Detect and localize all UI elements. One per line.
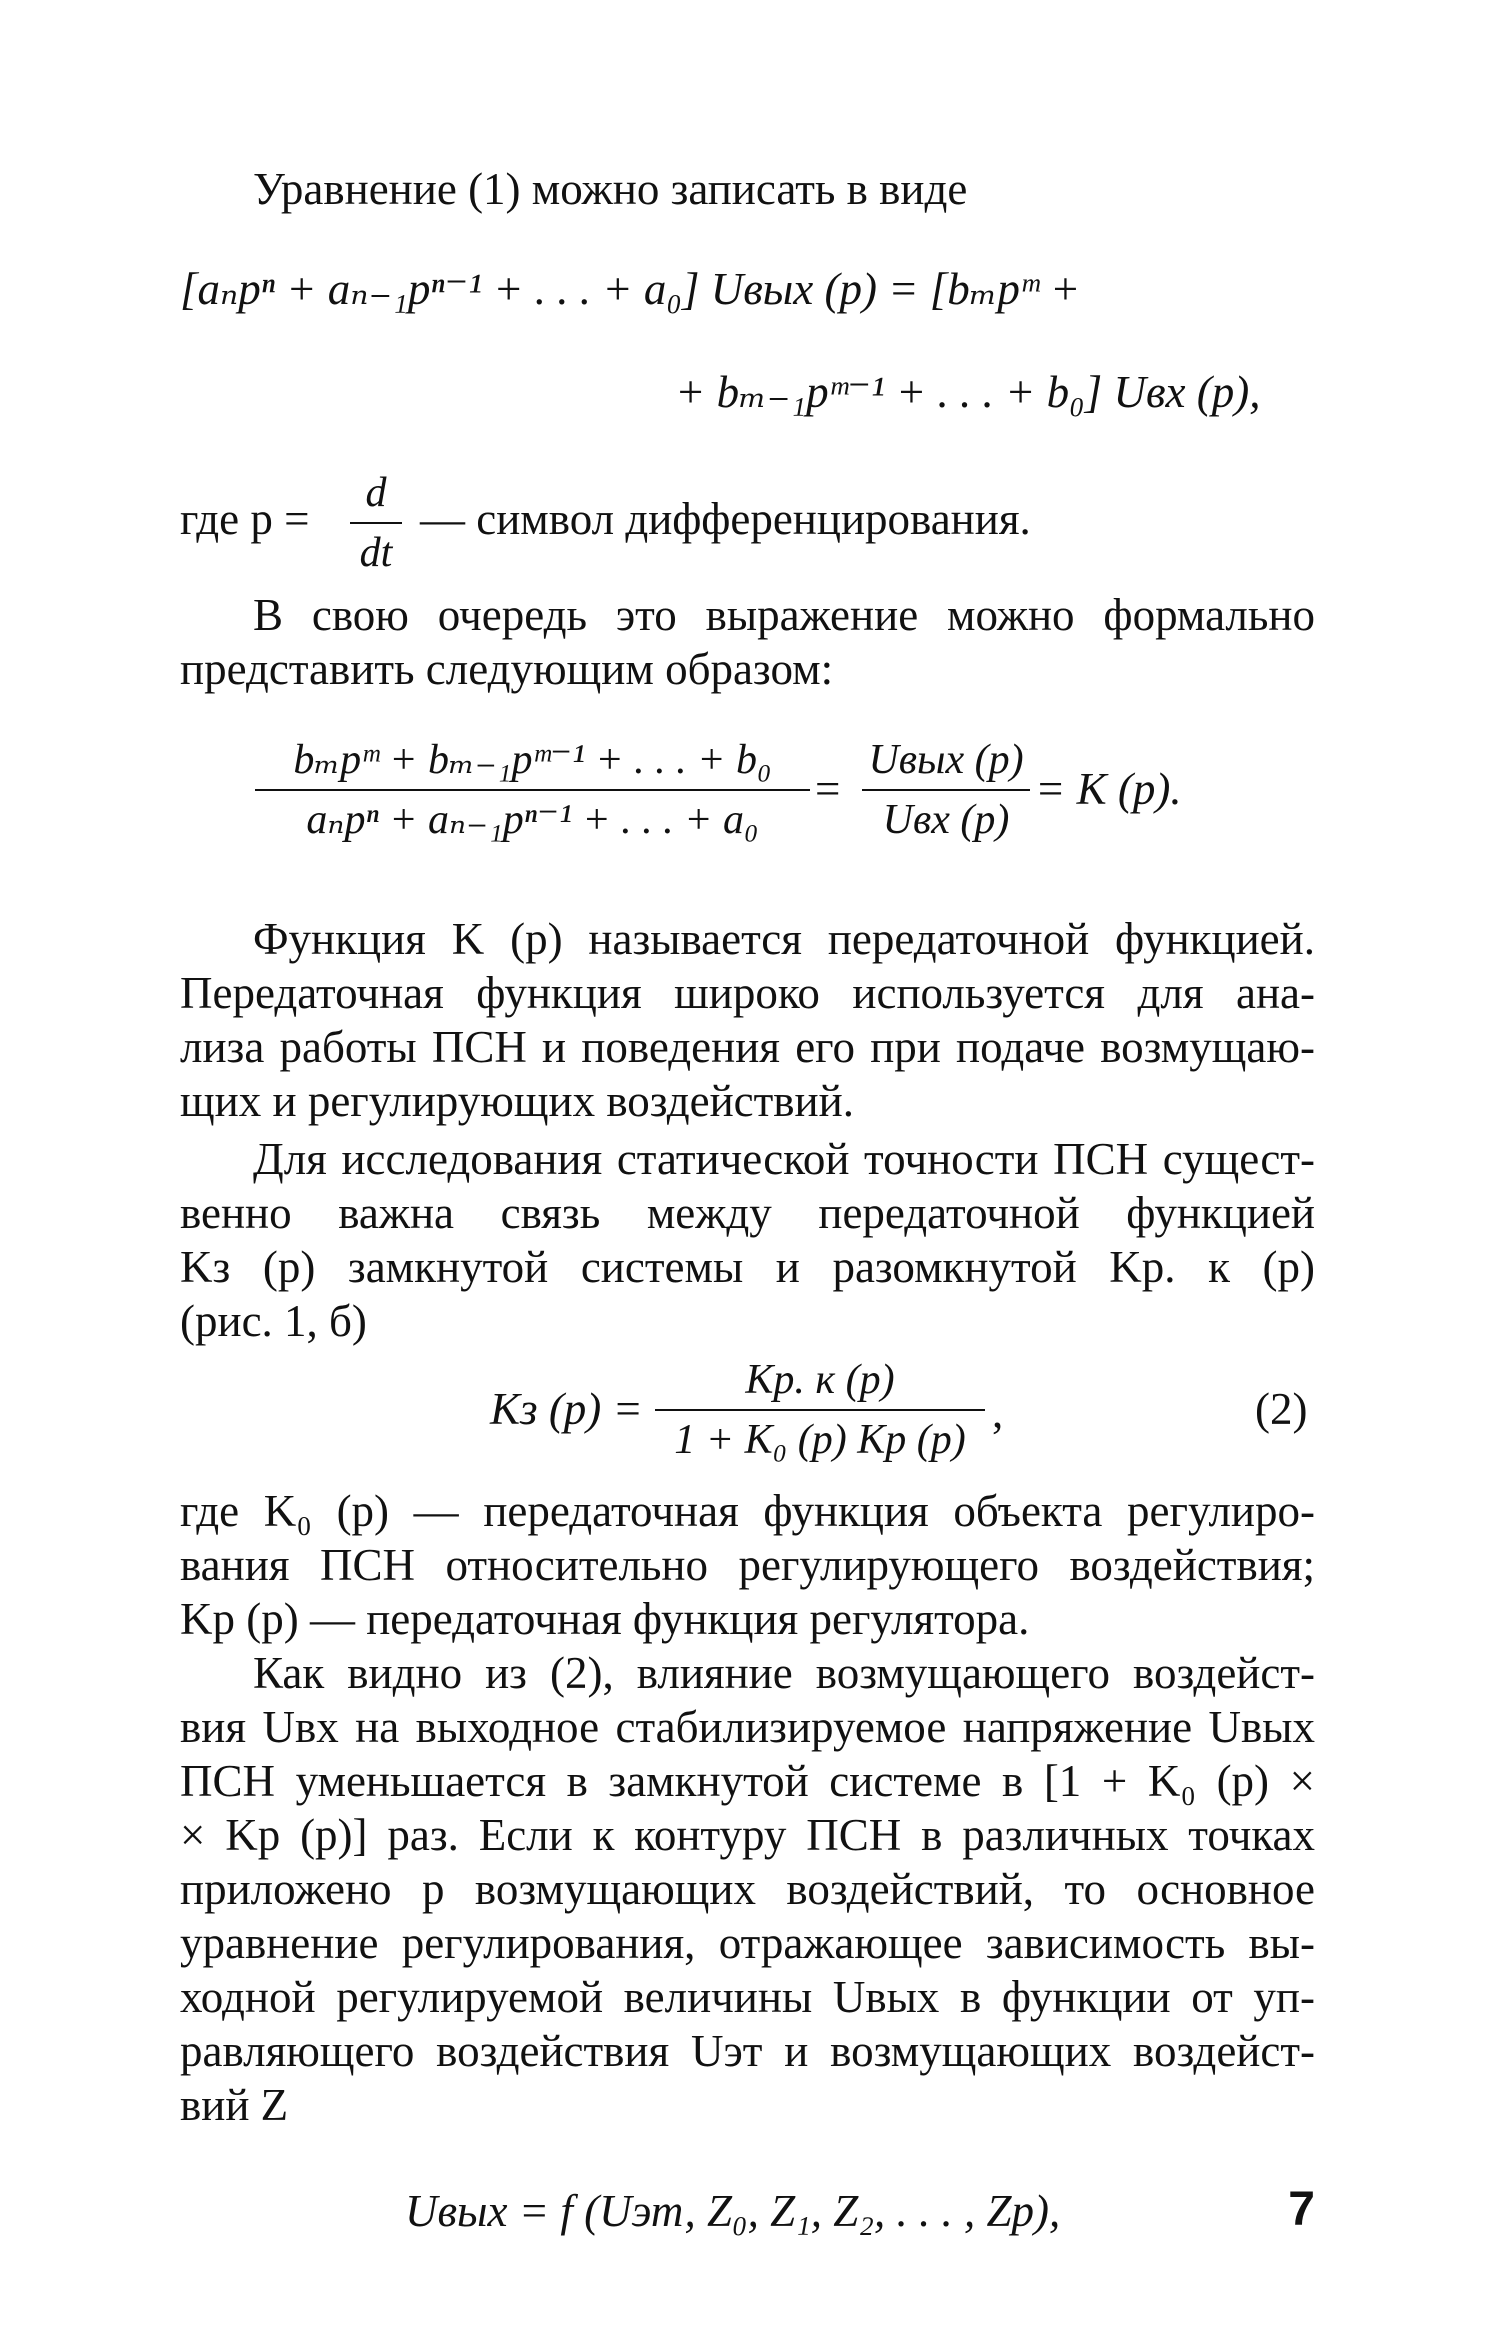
polynomial-numerator: bₘpᵐ + bₘ₋₁pᵐ⁻¹ + . . . + b₀: [293, 737, 772, 783]
para4-line-4: (рис. 1, б): [180, 1296, 367, 1346]
para3-line-3: лиза работы ПСН и поведения его при подаче возмущаю-: [180, 1022, 1315, 1072]
equation-number: (2): [1255, 1384, 1308, 1434]
para3-line-4: щих и регулирующих воздействий.: [180, 1076, 854, 1126]
para6-line-8: равляющего воздействия Uэт и возмущающих воздейст-: [180, 2026, 1315, 2076]
para4-line-2: венно важна связь между передаточной функцией: [180, 1188, 1315, 1238]
intro-text: Уравнение (1) можно записать в виде: [253, 164, 968, 214]
para6-line-1: Как видно из (2), влияние возмущающего воздейст-: [253, 1648, 1315, 1698]
para6-line-4: × Kр (p)] раз. Если к контуру ПСН в различных точках: [180, 1810, 1315, 1860]
fraction-bar: [862, 789, 1030, 791]
fraction-bar: [255, 789, 810, 791]
polynomial-fraction: [255, 735, 810, 845]
equation-2-fraction: [655, 1355, 985, 1465]
para6-line-7: ходной регулируемой величины Uвых в функции от уп-: [180, 1972, 1315, 2022]
fraction-denominator: dt: [359, 530, 393, 576]
fraction-numerator: d: [365, 470, 387, 516]
para5-line-2: вания ПСН относительно регулирующего воздействия;: [180, 1540, 1315, 1590]
equation-2-denominator: 1 + K₀ (p) Kр (p): [674, 1417, 966, 1463]
para6-line-3: ПСН уменьшается в замкнутой системе в [1 + K₀ (p) ×: [180, 1756, 1315, 1806]
where-p-suffix: — символ дифференцирования.: [420, 494, 1031, 544]
polynomial-denominator: aₙpⁿ + aₙ₋₁pⁿ⁻¹ + . . . + a₀: [306, 797, 759, 843]
para4-line-3: Kз (p) замкнутой системы и разомкнутой Kр. к (p): [180, 1242, 1315, 1292]
equation-1-line-1: [aₙpⁿ + aₙ₋₁pⁿ⁻¹ + . . . + a₀] Uвых (p) = [bₘpᵐ +: [180, 264, 1081, 314]
para5-line-3: Kр (p) — передаточная функция регулятора.: [180, 1594, 1030, 1644]
fraction-bar: [655, 1409, 985, 1411]
para6-line-9: вий Z: [180, 2080, 289, 2130]
para6-line-2: вия Uвх на выходное стабилизируемое напряжение Uвых: [180, 1702, 1315, 1752]
equation-3: Uвых = f (Uэт, Z₀, Z₁, Z₂, . . . , Zр),: [405, 2186, 1061, 2236]
transfer-result: = K (p).: [1035, 764, 1182, 814]
para4-line-1: Для исследования статической точности ПСН сущест-: [253, 1134, 1315, 1184]
para3-line-1: Функция K (p) называется передаточной функцией.: [253, 914, 1315, 964]
equation-2-numerator: Kр. к (p): [745, 1357, 895, 1403]
page-number: 7: [1288, 2183, 1315, 2236]
equation-2-lhs: Kз (p) =: [490, 1384, 643, 1434]
voltage-numerator: Uвых (p): [868, 737, 1024, 783]
voltage-fraction: [862, 735, 1030, 845]
para6-line-5: приложено p возмущающих воздействий, то основное: [180, 1864, 1315, 1914]
fraction-bar: [350, 522, 402, 524]
para3-line-2: Передаточная функция широко используется для ана-: [180, 968, 1315, 1018]
where-p-prefix: где p =: [180, 494, 310, 544]
para5-line-1: где K₀ (p) — передаточная функция объекта регулиро-: [180, 1486, 1315, 1536]
equation-1-line-2: + bₘ₋₁pᵐ⁻¹ + . . . + b₀] Uвх (p),: [675, 367, 1261, 417]
d-over-dt-fraction: [350, 468, 402, 578]
para6-line-6: уравнение регулирования, отражающее зависимость вы-: [180, 1918, 1315, 1968]
para2-line-1: В свою очередь это выражение можно формально: [253, 590, 1315, 640]
para2-line-2: представить следующим образом:: [180, 644, 834, 694]
voltage-denominator: Uвх (p): [882, 797, 1010, 843]
equation-2-comma: ,: [992, 1387, 1004, 1437]
equals-sign: =: [815, 764, 841, 814]
